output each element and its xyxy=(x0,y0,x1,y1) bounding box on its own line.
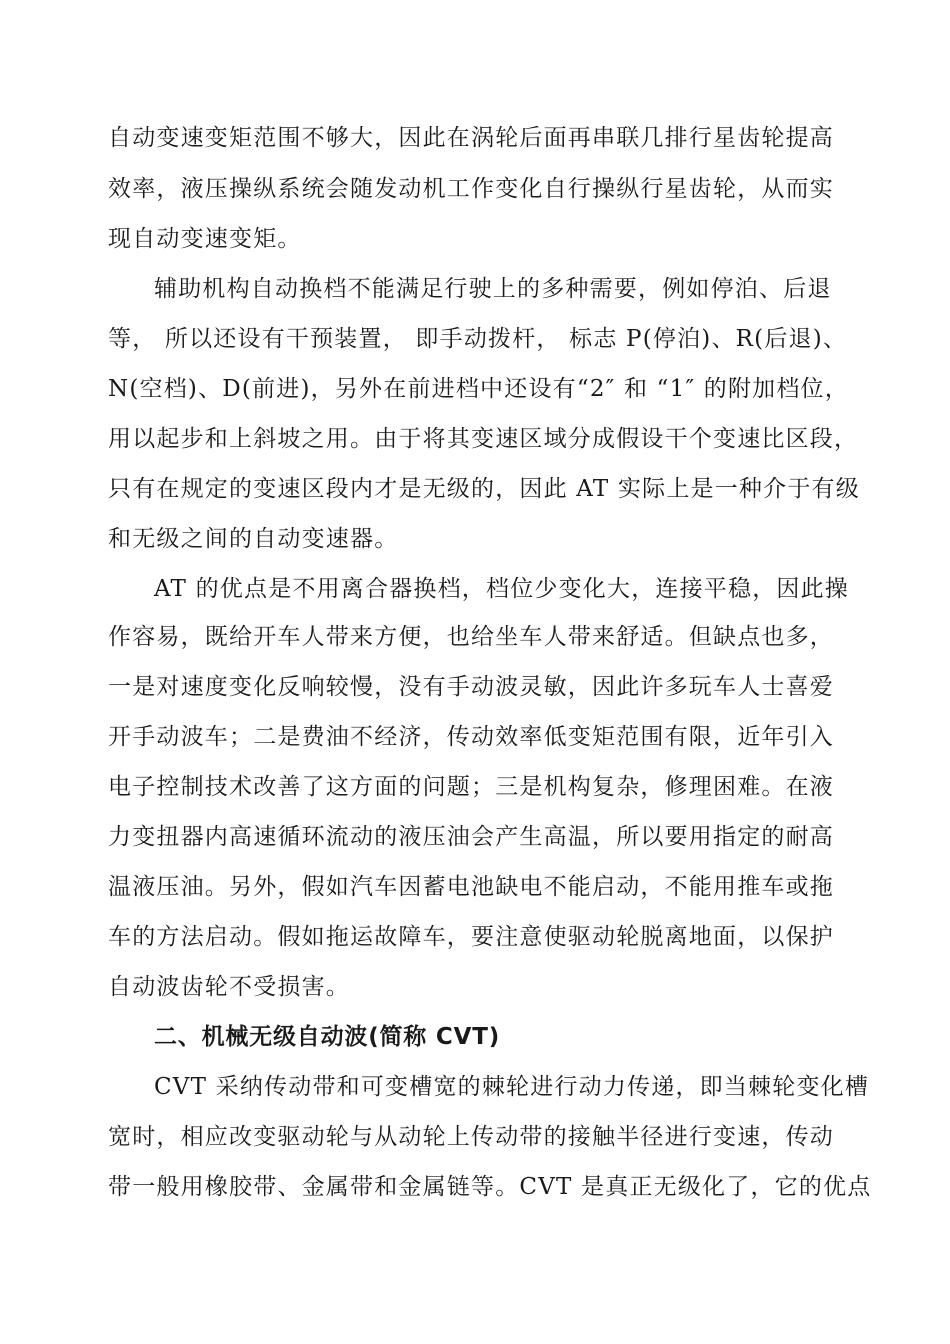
text-line: 用以起步和上斜坡之用。由于将其变速区域分成假设干个变速比区段， xyxy=(108,426,859,452)
text-line: 和无级之间的自动变速器。 xyxy=(108,526,399,552)
text-line: 效率，液压操纵系统会随发动机工作变化自行操纵行星齿轮，从而实 xyxy=(108,176,834,202)
text-line: 力变扭器内高速循环流动的液压油会产生高温，所以要用指定的耐高 xyxy=(108,824,834,850)
text-line: 电子控制技术改善了这方面的问题；三是机构复杂，修理困难。在液 xyxy=(108,774,834,800)
text-line: 作容易，既给开车人带来方便，也给坐车人带来舒适。但缺点也多， xyxy=(108,624,834,650)
text-line: 现自动变速变矩。 xyxy=(108,226,302,252)
text-line: 开手动波车；二是费油不经济，传动效率低变矩范围有限，近年引入 xyxy=(108,724,834,750)
section-heading: 二、机械无级自动波(简称 CVT) xyxy=(154,1024,500,1050)
text-line: 自动变速变矩范围不够大，因此在涡轮后面再串联几排行星齿轮提高 xyxy=(108,125,834,151)
text-line: N(空档)、D(前进)，另外在前进档中还设有“2″ 和 “1″ 的附加档位， xyxy=(108,376,849,402)
text-line: 只有在规定的变速区段内才是无级的，因此 AT 实际上是一种介于有级 xyxy=(108,476,860,502)
text-line: 带一般用橡胶带、金属带和金属链等。CVT 是真正无级化了，它的优点 xyxy=(108,1174,872,1200)
text-line: 宽时，相应改变驱动轮与从动轮上传动带的接触半径进行变速，传动 xyxy=(108,1124,834,1150)
paragraph-first-line: CVT 采纳传动带和可变槽宽的棘轮进行动力传递，即当棘轮变化槽 xyxy=(154,1074,870,1100)
paragraph-first-line: 辅助机构自动换档不能满足行驶上的多种需要，例如停泊、后退 xyxy=(154,276,832,302)
text-line: 等， 所以还设有干预装置， 即手动拨杆， 标志 P(停泊)、R(后退)、 xyxy=(108,326,848,352)
paragraph-first-line: AT 的优点是不用离合器换档，档位少变化大，连接平稳，因此操 xyxy=(154,576,850,602)
text-line: 温液压油。另外，假如汽车因蓄电池缺电不能启动，不能用推车或拖 xyxy=(108,874,834,900)
text-line: 车的方法启动。假如拖运故障车，要注意使驱动轮脱离地面，以保护 xyxy=(108,924,834,950)
text-line: 一是对速度变化反响较慢，没有手动波灵敏，因此许多玩车人士喜爱 xyxy=(108,674,834,700)
text-line: 自动波齿轮不受损害。 xyxy=(108,974,350,1000)
